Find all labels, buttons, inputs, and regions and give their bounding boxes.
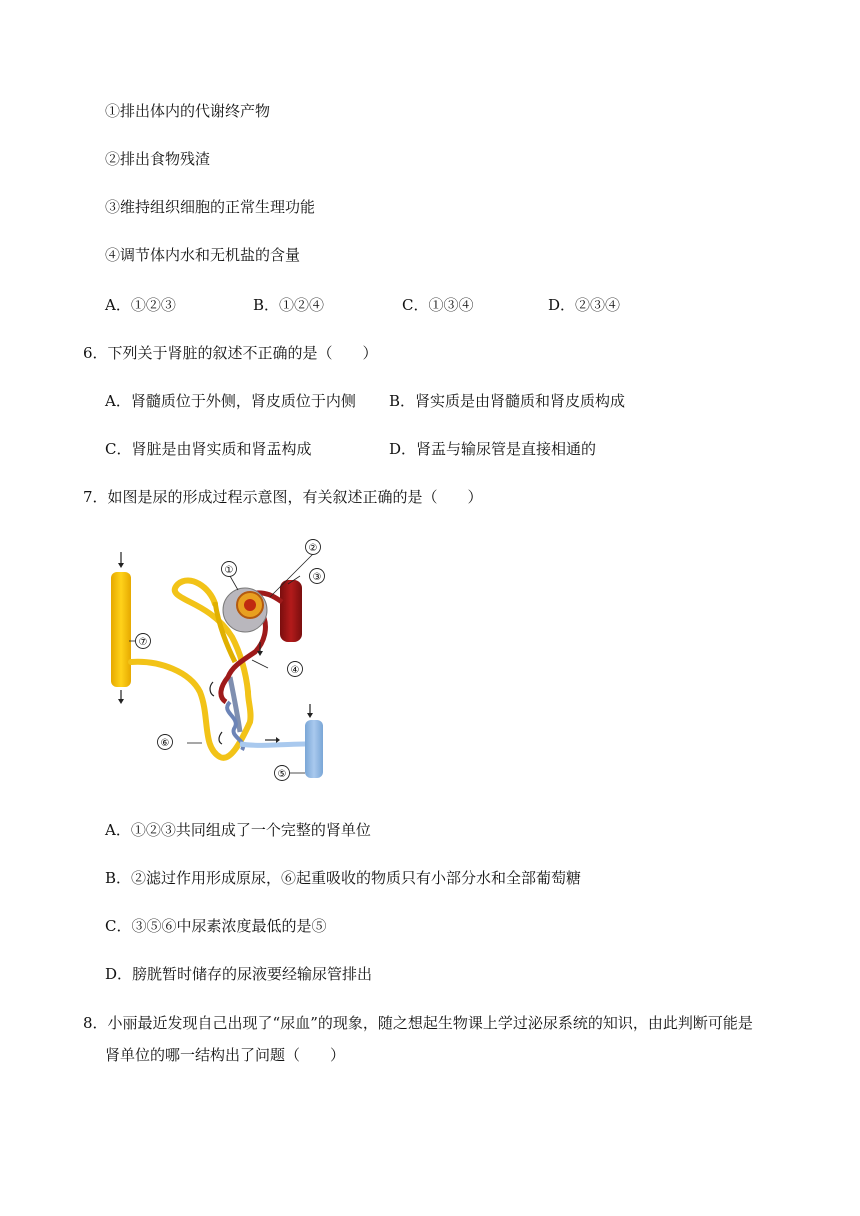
list-item-4: ④调节体内水和无机盐的含量 (105, 246, 301, 264)
svg-text:②: ② (308, 543, 318, 554)
renal-tubule (131, 662, 251, 758)
q6-option-d: D．肾盂与输尿管是直接相通的 (389, 440, 597, 458)
q6-option-b: B．肾实质是由肾髓质和肾皮质构成 (389, 392, 626, 410)
renal-artery (280, 580, 302, 642)
q7-option-a: A．①②③共同组成了一个完整的肾单位 (105, 821, 371, 839)
q5-option-b: B．①②④ (253, 296, 325, 314)
renal-vein (305, 720, 323, 778)
q5-option-a: A．①②③ (105, 296, 176, 314)
list-item-1: ①排出体内的代谢终产物 (105, 102, 271, 120)
q6-stem: 6．下列关于肾脏的叙述不正确的是（ ） (83, 344, 378, 362)
q5-option-d: D．②③④ (548, 296, 621, 314)
svg-text:⑥: ⑥ (160, 738, 170, 749)
label-3 (310, 569, 325, 584)
svg-text:④: ④ (290, 665, 300, 676)
label-4 (288, 662, 303, 677)
label-7 (136, 634, 151, 649)
svg-text:⑤: ⑤ (277, 769, 287, 780)
q5-option-c: C．①③④ (402, 296, 474, 314)
q7-option-b: B．②滤过作用形成原尿，⑥起重吸收的物质只有小部分水和全部葡萄糖 (105, 869, 582, 887)
q8-stem-line1: 8．小丽最近发现自己出现了“尿血”的现象，随之想起生物课上学过泌尿系统的知识，由此判断可能是 (83, 1014, 753, 1032)
svg-text:③: ③ (312, 572, 322, 583)
svg-text:⑦: ⑦ (138, 637, 148, 648)
label-2 (306, 540, 321, 555)
collecting-duct (111, 572, 131, 687)
label-6 (158, 735, 173, 750)
svg-text:①: ① (224, 565, 234, 576)
q6-option-c: C．肾脏是由肾实质和肾盂构成 (105, 440, 312, 458)
list-item-2: ②排出食物残渣 (105, 150, 211, 168)
q6-option-a: A．肾髓质位于外侧，肾皮质位于内侧 (105, 392, 356, 410)
list-item-3: ③维持组织细胞的正常生理功能 (105, 198, 316, 216)
q7-option-d: D．膀胱暂时储存的尿液要经输尿管排出 (105, 965, 373, 983)
q7-option-c: C．③⑤⑥中尿素浓度最低的是⑤ (105, 917, 327, 935)
label-5 (275, 766, 290, 781)
q7-stem: 7．如图是尿的形成过程示意图，有关叙述正确的是（ ） (83, 488, 483, 506)
q8-stem-line2: 肾单位的哪一结构出了问题（ ） (105, 1046, 346, 1064)
label-1 (222, 562, 237, 577)
nephron-diagram (100, 532, 350, 797)
